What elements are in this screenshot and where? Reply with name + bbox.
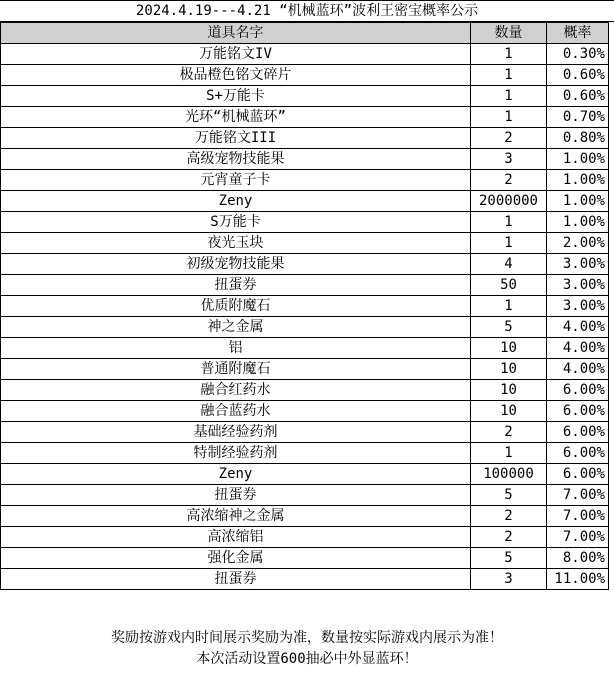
item-name-cell: 融合红药水: [1, 380, 471, 401]
probability-cell: 0.60%: [547, 86, 609, 107]
quantity-cell: 1: [471, 212, 547, 233]
header-item-name: 道具名字: [1, 23, 471, 44]
probability-cell: 1.00%: [547, 170, 609, 191]
item-name-cell: 万能铭文IV: [1, 44, 471, 65]
quantity-cell: 100000: [471, 464, 547, 485]
item-name-cell: Zeny: [1, 464, 471, 485]
quantity-cell: 4: [471, 254, 547, 275]
quantity-cell: 1: [471, 107, 547, 128]
probability-cell: 6.00%: [547, 422, 609, 443]
quantity-cell: 1: [471, 296, 547, 317]
probability-cell: 3.00%: [547, 275, 609, 296]
item-name-cell: 高浓缩铝: [1, 527, 471, 548]
probability-cell: 7.00%: [547, 527, 609, 548]
item-name-cell: 初级宠物技能果: [1, 254, 471, 275]
table-row: [1, 254, 609, 275]
item-name-cell: S+万能卡: [1, 86, 471, 107]
probability-cell: 4.00%: [547, 317, 609, 338]
quantity-cell: 10: [471, 359, 547, 380]
item-name-cell: S万能卡: [1, 212, 471, 233]
quantity-cell: 1: [471, 233, 547, 254]
table-row: [1, 464, 609, 485]
table-row: [1, 170, 609, 191]
table-row: [1, 548, 609, 569]
item-name-cell: 元宵童子卡: [1, 170, 471, 191]
item-name-cell: 极品橙色铭文碎片: [1, 65, 471, 86]
item-name-cell: 高级宠物技能果: [1, 149, 471, 170]
table-row: [1, 359, 609, 380]
table-row: [1, 506, 609, 527]
table-row: [1, 275, 609, 296]
footer-line-1: 奖励按游戏内时间展示奖励为准，数量按实际游戏内展示为准！: [111, 630, 503, 646]
probability-cell: 1.00%: [547, 149, 609, 170]
quantity-cell: 2: [471, 506, 547, 527]
quantity-cell: 2000000: [471, 191, 547, 212]
table-row: [1, 107, 609, 128]
table-row: [1, 296, 609, 317]
quantity-cell: 5: [471, 485, 547, 506]
item-name-cell: 万能铭文III: [1, 128, 471, 149]
probability-cell: 6.00%: [547, 380, 609, 401]
item-name-cell: 特制经验药剂: [1, 443, 471, 464]
probability-cell: 0.80%: [547, 128, 609, 149]
item-name-cell: 扭蛋券: [1, 569, 471, 590]
probability-cell: 6.00%: [547, 401, 609, 422]
probability-cell: 3.00%: [547, 254, 609, 275]
table-row: [1, 86, 609, 107]
item-name-cell: 扭蛋券: [1, 485, 471, 506]
table-row: [1, 191, 609, 212]
header-quantity: 数量: [471, 23, 547, 44]
quantity-cell: 2: [471, 128, 547, 149]
quantity-cell: 1: [471, 65, 547, 86]
probability-cell: 4.00%: [547, 338, 609, 359]
item-name-cell: 神之金属: [1, 317, 471, 338]
quantity-cell: 10: [471, 380, 547, 401]
item-name-cell: 基础经验药剂: [1, 422, 471, 443]
probability-cell: 3.00%: [547, 296, 609, 317]
table-row: [1, 443, 609, 464]
table-row: [1, 485, 609, 506]
probability-cell: 8.00%: [547, 548, 609, 569]
table-row: [1, 422, 609, 443]
probability-cell: 6.00%: [547, 464, 609, 485]
quantity-cell: 3: [471, 149, 547, 170]
probability-table: [0, 22, 609, 590]
item-name-cell: Zeny: [1, 191, 471, 212]
quantity-cell: 5: [471, 317, 547, 338]
table-row: [1, 527, 609, 548]
quantity-cell: 1: [471, 443, 547, 464]
probability-cell: 7.00%: [547, 485, 609, 506]
table-row: [1, 569, 609, 590]
probability-cell: 0.60%: [547, 65, 609, 86]
quantity-cell: 2: [471, 422, 547, 443]
item-name-cell: 夜光玉块: [1, 233, 471, 254]
probability-cell: 7.00%: [547, 506, 609, 527]
probability-cell: 0.30%: [547, 44, 609, 65]
quantity-cell: 2: [471, 527, 547, 548]
table-row: [1, 380, 609, 401]
quantity-cell: 3: [471, 569, 547, 590]
footer-line-2: 本次活动设置600抽必中外显蓝环！: [196, 651, 418, 667]
header-probability: 概率: [547, 23, 609, 44]
table-row: [1, 233, 609, 254]
quantity-cell: 2: [471, 170, 547, 191]
probability-cell: 1.00%: [547, 212, 609, 233]
item-name-cell: 光环“机械蓝环”: [1, 107, 471, 128]
table-row: [1, 128, 609, 149]
probability-cell: 1.00%: [547, 191, 609, 212]
table-row: [1, 65, 609, 86]
table-row: [1, 401, 609, 422]
item-name-cell: 高浓缩神之金属: [1, 506, 471, 527]
probability-cell: 6.00%: [547, 443, 609, 464]
item-name-cell: 优质附魔石: [1, 296, 471, 317]
item-name-cell: 强化金属: [1, 548, 471, 569]
quantity-cell: 10: [471, 401, 547, 422]
quantity-cell: 5: [471, 548, 547, 569]
table-row: [1, 212, 609, 233]
quantity-cell: 50: [471, 275, 547, 296]
quantity-cell: 10: [471, 338, 547, 359]
probability-cell: 0.70%: [547, 107, 609, 128]
table-row: [1, 338, 609, 359]
item-name-cell: 铝: [1, 338, 471, 359]
footer-notice: [0, 628, 614, 670]
item-name-cell: 融合蓝药水: [1, 401, 471, 422]
table-row: [1, 149, 609, 170]
quantity-cell: 1: [471, 86, 547, 107]
table-header-row: [1, 23, 609, 44]
table-row: [1, 44, 609, 65]
table-row: [1, 317, 609, 338]
quantity-cell: 1: [471, 44, 547, 65]
probability-cell: 4.00%: [547, 359, 609, 380]
item-name-cell: 扭蛋券: [1, 275, 471, 296]
item-name-cell: 普通附魔石: [1, 359, 471, 380]
probability-cell: 11.00%: [547, 569, 609, 590]
probability-cell: 2.00%: [547, 233, 609, 254]
sheet-title: 2024.4.19---4.21 “机械蓝环”波利王密宝概率公示: [0, 0, 614, 22]
